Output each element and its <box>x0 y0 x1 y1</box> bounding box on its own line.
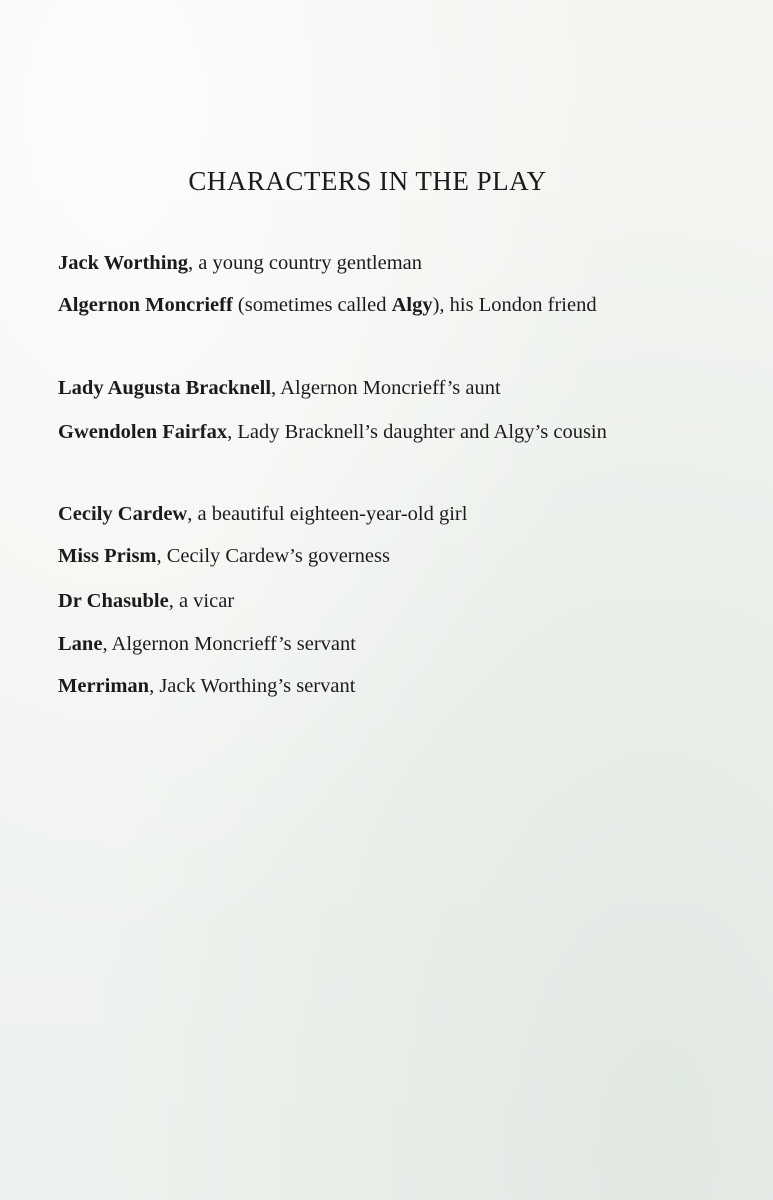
character-description: , a vicar <box>168 590 235 612</box>
character-description: , Lady Bracknell’s daughter and Algy’s cousin <box>227 421 607 443</box>
character-name: Gwendolen Fairfax <box>58 421 228 443</box>
character-entry <box>58 285 728 326</box>
character-name: Cecily Cardew <box>58 503 188 525</box>
character-entry <box>58 243 728 284</box>
character-name: Lady Augusta Bracknell <box>58 377 272 399</box>
character-description: , Cecily Cardew’s governess <box>156 545 390 567</box>
character-entry <box>58 412 728 453</box>
character-entry <box>58 666 728 707</box>
character-name: Dr Chasuble <box>58 590 169 612</box>
character-nickname: Algy <box>391 294 433 316</box>
character-description-part: (sometimes called <box>232 294 392 316</box>
character-name: Algernon Moncrieff <box>58 294 233 316</box>
character-name: Lane <box>58 633 103 655</box>
character-description: , Jack Worthing’s servant <box>149 675 356 697</box>
character-name: Jack Worthing <box>58 252 189 274</box>
character-entry <box>58 581 728 622</box>
character-name: Merriman <box>58 675 150 697</box>
character-entry <box>58 368 728 409</box>
character-entry <box>58 494 728 535</box>
page-heading: CHARACTERS IN THE PLAY <box>188 166 547 196</box>
character-description: , a beautiful eighteen-year-old girl <box>187 503 468 525</box>
character-entry <box>58 536 728 577</box>
character-description: , a young country gentleman <box>188 252 423 274</box>
character-description: ), his London friend <box>432 294 597 316</box>
character-description: , Algernon Moncrieff’s aunt <box>271 377 501 399</box>
character-entry <box>58 624 728 665</box>
character-description: , Algernon Moncrieff’s servant <box>102 633 356 655</box>
character-name: Miss Prism <box>58 545 157 567</box>
